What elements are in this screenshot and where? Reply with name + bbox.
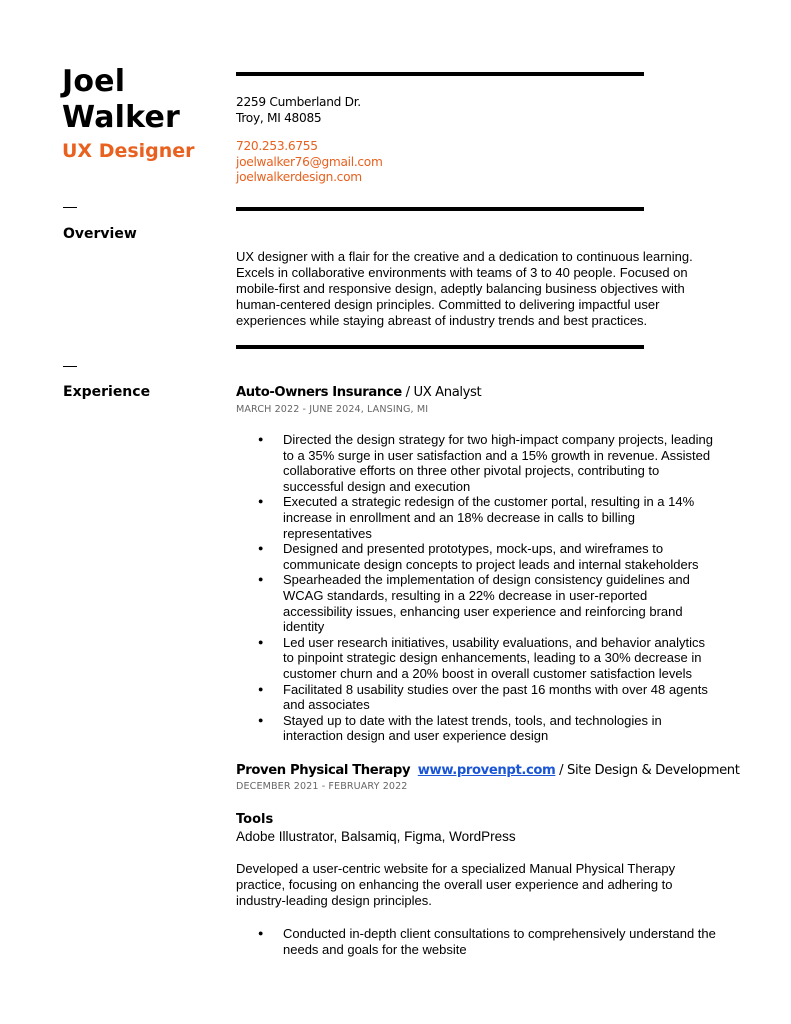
job-role: UX Analyst — [413, 385, 482, 400]
job-dates: MARCH 2022 - JUNE 2024, LANSING, MI — [236, 404, 429, 415]
company-website-link[interactable]: www.provenpt.com — [417, 763, 556, 778]
list-item: ● Designed and presented prototypes, mock-ups, and wireframes to communicate design concepts to project leads and internal stakeholders — [236, 541, 716, 572]
company-name: Proven Physical Therapy — [236, 763, 411, 778]
tools-list: Adobe Illustrator, Balsamiq, Figma, WordPress — [236, 829, 516, 844]
email-link[interactable]: joelwalker76@gmail.com — [236, 154, 383, 169]
address-block — [236, 95, 361, 126]
resume-name — [62, 64, 222, 136]
list-item: ● Directed the design strategy for two high-impact company projects, leading to a 35% surge in user satisfaction and a 15% growth in revenue. Assisted collaborative efforts on three other pivotal projects, contributing to successful design and execution — [236, 432, 716, 494]
divider-rule — [236, 207, 644, 211]
list-item: ● Executed a strategic redesign of the customer portal, resulting in a 14% increase in enrollment and an 18% decrease in calls to billing representatives — [236, 494, 716, 541]
separator: / — [555, 763, 568, 778]
job-bullets — [236, 926, 716, 957]
list-item: ● Conducted in-depth client consultations to comprehensively understand the needs and goals for the website — [236, 926, 716, 957]
job-dates: DECEMBER 2021 - FEBRUARY 2022 — [236, 781, 408, 792]
phone-number[interactable]: 720.253.6755 — [236, 139, 318, 153]
first-name: Joel — [62, 64, 126, 99]
company-name: Auto-Owners Insurance — [236, 385, 402, 400]
divider-rule — [236, 345, 644, 349]
job-header — [236, 385, 481, 400]
job-title: UX Designer — [62, 140, 195, 162]
job-bullets — [236, 432, 716, 744]
section-dash — [63, 207, 77, 208]
address-line-2: Troy, MI 48085 — [236, 110, 322, 125]
list-item: ● Stayed up to date with the latest trends, tools, and technologies in interaction design and user experience design — [236, 713, 716, 744]
list-item: ● Facilitated 8 usability studies over the past 16 months with over 48 agents and associates — [236, 682, 716, 713]
job-header — [236, 763, 740, 778]
experience-heading: Experience — [63, 384, 151, 400]
website-link[interactable]: joelwalkerdesign.com — [236, 170, 362, 184]
list-item: ● Spearheaded the implementation of design consistency guidelines and WCAG standards, resulting in a 22% decrease in user-reported accessibility issues, enhancing user experience and reinforcing brand identity — [236, 572, 716, 634]
job-description: Developed a user-centric website for a specialized Manual Physical Therapy practice, focusing on enhancing the overall user experience and adhering to industry-leading design principles. — [236, 861, 676, 908]
tools-heading: Tools — [236, 812, 274, 827]
contact-block — [236, 139, 383, 186]
overview-text: UX designer with a flair for the creative and a dedication to continuous learning. Excels in collaborative environments with teams of 3 to 40 people. Focused on mobile-first and responsive design, adeptly balancing business objectives with human-centered design principles. Committed to delivering impactful user experiences while staying abreast of industry trends and best practices. — [236, 249, 693, 328]
divider-rule — [236, 72, 644, 76]
section-dash — [63, 366, 77, 367]
list-item: ● Led user research initiatives, usability evaluations, and behavior analytics to pinpoint strategic design enhancements, leading to a 30% decrease in customer churn and a 20% boost in overall customer satisfaction levels — [236, 635, 716, 682]
address-line-1: 2259 Cumberland Dr. — [236, 95, 361, 109]
separator: / — [401, 385, 414, 400]
last-name: Walker — [62, 100, 181, 135]
overview-heading: Overview — [63, 226, 137, 242]
job-role: Site Design & Development — [567, 763, 740, 778]
